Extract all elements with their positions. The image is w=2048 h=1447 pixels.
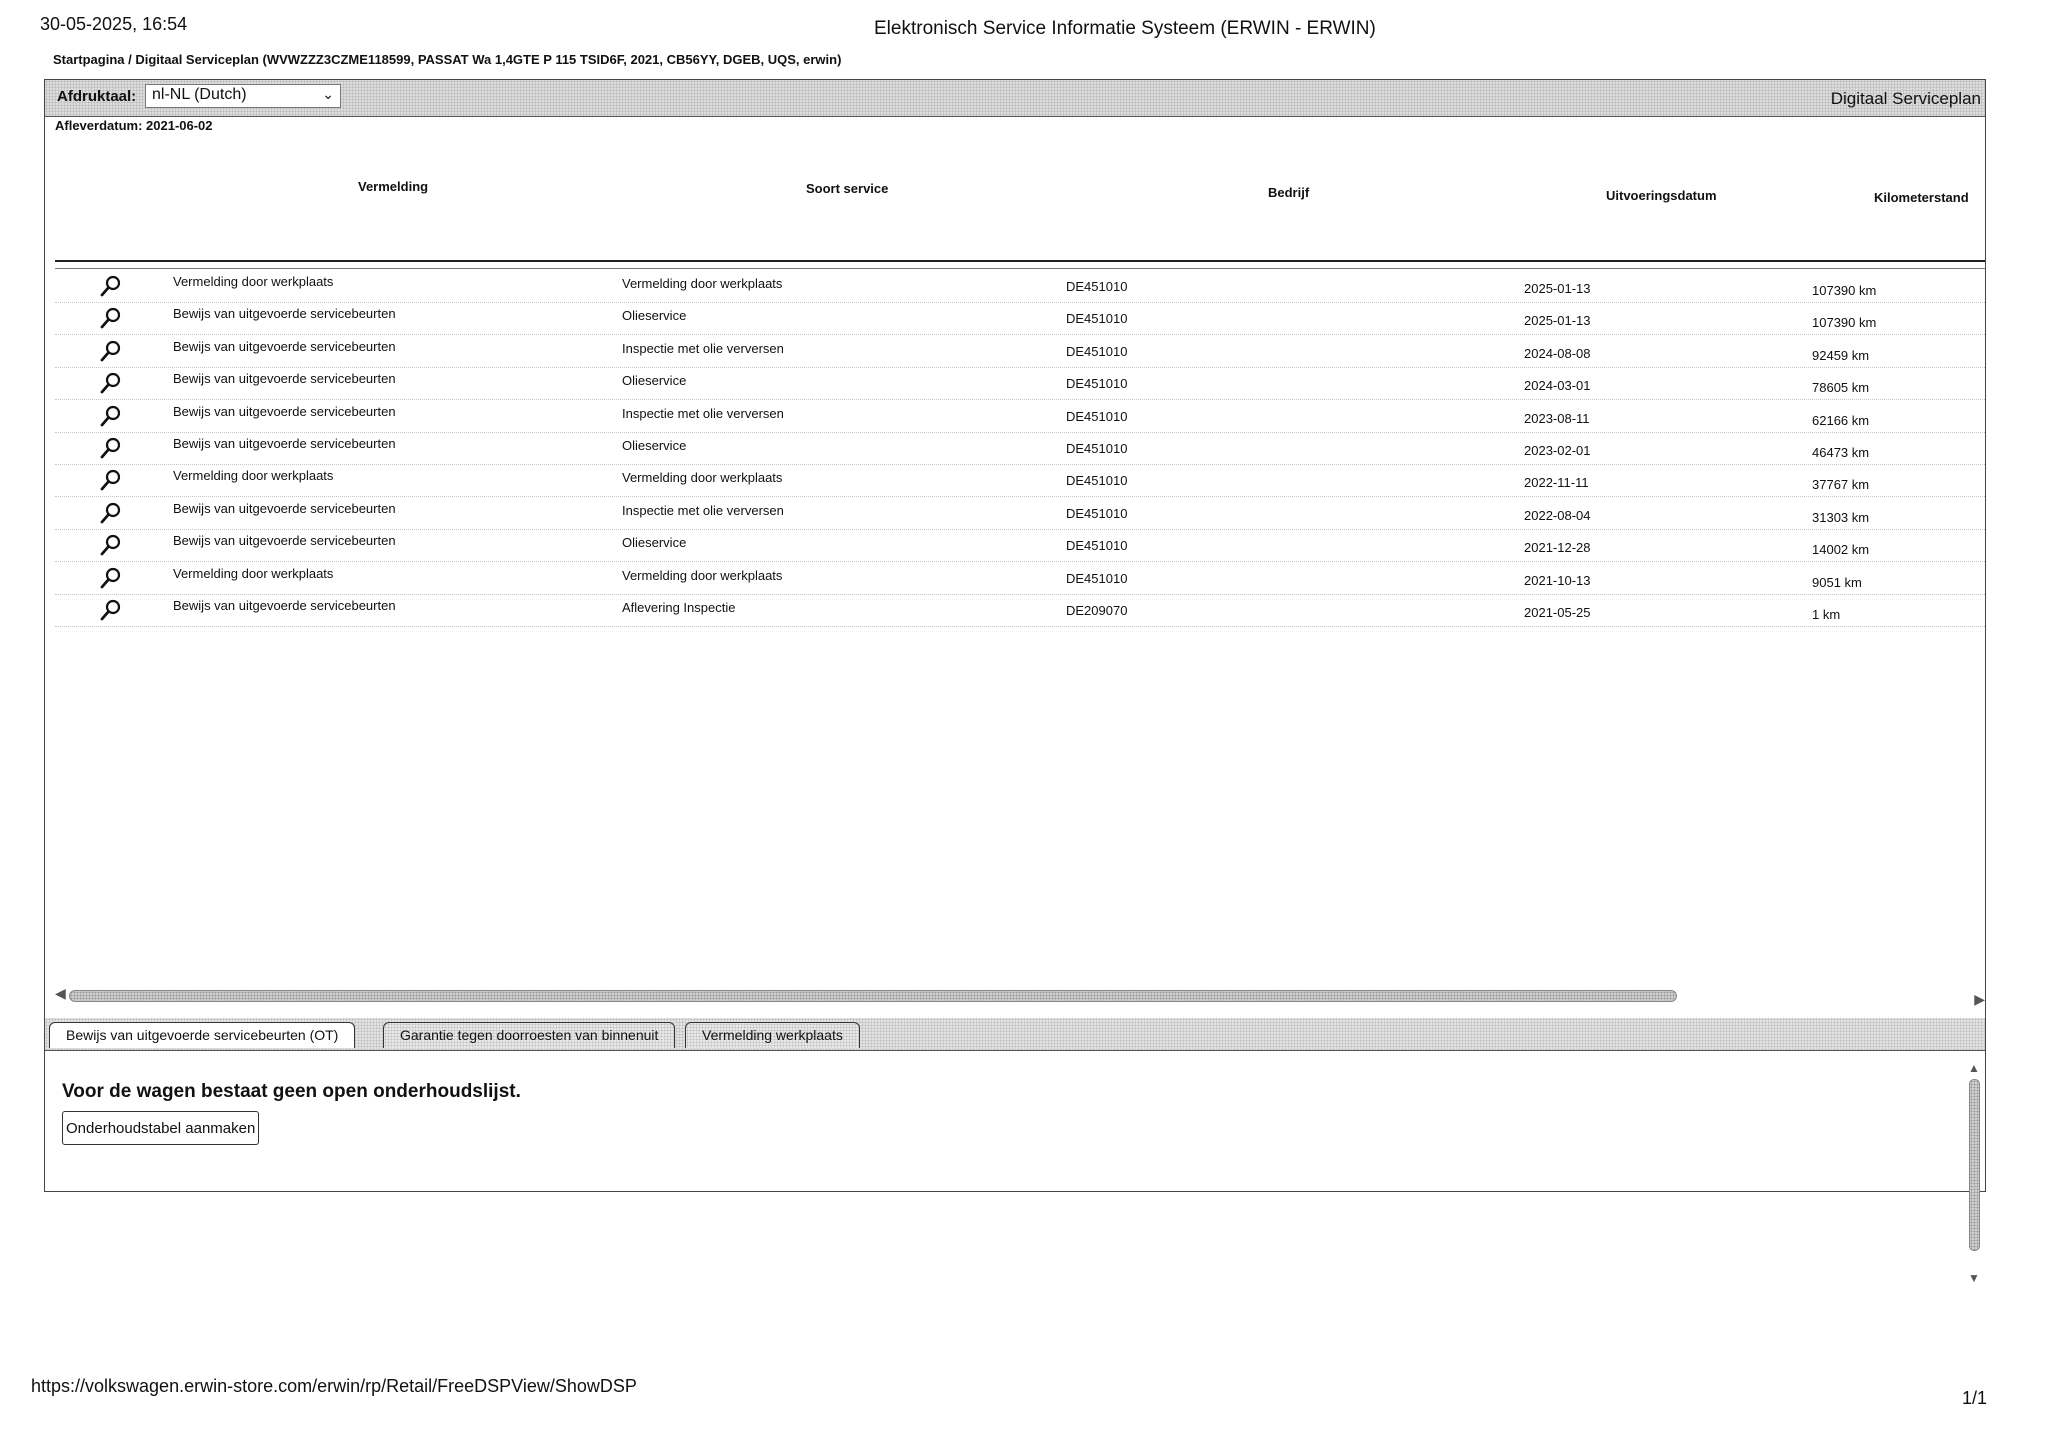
cell-date: 2021-10-13	[1524, 572, 1591, 588]
cell-service-type: Vermelding door werkplaats	[622, 567, 783, 583]
magnifier-icon[interactable]	[99, 598, 123, 622]
magnifier-icon[interactable]	[99, 371, 123, 395]
language-select[interactable]	[145, 84, 341, 108]
table-row[interactable]	[55, 302, 1985, 335]
header-divider-secondary	[55, 268, 1985, 269]
no-maintenance-list-message: Voor de wagen bestaat geen open onderhoudslijst.	[62, 1081, 521, 1102]
cell-entry: Vermelding door werkplaats	[173, 468, 334, 484]
cell-date: 2022-11-11	[1524, 475, 1589, 491]
cell-entry: Bewijs van uitgevoerde servicebeurten	[173, 306, 396, 322]
chevron-down-icon: ⌄	[322, 86, 334, 102]
cell-mileage: 37767 km	[1812, 477, 1870, 493]
cell-company: DE451010	[1066, 473, 1128, 489]
tab-service-proof[interactable]: Bewijs van uitgevoerde servicebeurten (OT)	[49, 1022, 355, 1048]
magnifier-icon[interactable]	[99, 468, 123, 492]
tab-corrosion-warranty[interactable]: Garantie tegen doorroesten van binnenuit	[383, 1022, 675, 1048]
magnifier-icon[interactable]	[99, 404, 123, 428]
cell-entry: Bewijs van uitgevoerde servicebeurten	[173, 371, 396, 387]
cell-mileage: 107390 km	[1812, 315, 1877, 331]
cell-service-type: Inspectie met olie verversen	[622, 405, 784, 421]
cell-entry: Bewijs van uitgevoerde servicebeurten	[173, 533, 396, 549]
magnifier-icon[interactable]	[99, 436, 123, 460]
cell-service-type: Inspectie met olie verversen	[622, 502, 784, 518]
cell-mileage: 62166 km	[1812, 412, 1870, 428]
scroll-down-icon[interactable]: ▼	[1968, 1271, 1980, 1285]
cell-entry: Vermelding door werkplaats	[173, 274, 334, 289]
cell-service-type: Inspectie met olie verversen	[622, 340, 784, 356]
delivery-date: Afleverdatum: 2021-06-02	[55, 118, 213, 133]
table-row[interactable]	[55, 335, 1985, 368]
footer-url: https://volkswagen.erwin-store.com/erwin/rp/Retail/FreeDSPView/ShowDSP	[31, 1376, 637, 1396]
cell-mileage: 31303 km	[1812, 509, 1870, 525]
cell-date: 2023-08-11	[1524, 410, 1590, 426]
cell-entry: Bewijs van uitgevoerde servicebeurten	[173, 436, 396, 451]
cell-date: 2025-01-13	[1524, 313, 1591, 329]
column-header-company[interactable]: Bedrijf	[1268, 185, 1310, 200]
tab-workshop-entry[interactable]: Vermelding werkplaats	[685, 1022, 860, 1048]
scroll-right-icon[interactable]: ▶	[1974, 991, 1985, 1007]
column-header-entry[interactable]: Vermelding	[358, 179, 429, 194]
vertical-scroll-thumb[interactable]	[1969, 1079, 1980, 1251]
horizontal-scrollbar[interactable]	[55, 985, 1985, 1007]
cell-mileage: 46473 km	[1812, 445, 1870, 460]
cell-entry: Bewijs van uitgevoerde servicebeurten	[173, 403, 396, 419]
magnifier-icon[interactable]	[99, 339, 123, 363]
scroll-left-icon[interactable]: ◀	[55, 985, 66, 1001]
cell-service-type: Vermelding door werkplaats	[622, 470, 783, 486]
cell-service-type: Aflevering Inspectie	[622, 600, 736, 615]
scroll-up-icon[interactable]: ▲	[1968, 1061, 1980, 1075]
vertical-scrollbar[interactable]	[1967, 1061, 1981, 1285]
table-row[interactable]	[55, 432, 1985, 465]
table-row[interactable]	[55, 270, 1985, 303]
cell-company: DE451010	[1066, 570, 1128, 586]
service-plan-panel	[44, 79, 1986, 1285]
cell-date: 2023-02-01	[1524, 443, 1591, 458]
magnifier-icon[interactable]	[99, 533, 123, 557]
column-header-mileage[interactable]: Kilometerstand	[1874, 190, 1969, 205]
cell-date: 2021-05-25	[1524, 605, 1591, 620]
language-label: Afdruktaal:	[57, 88, 137, 105]
cell-mileage: 1 km	[1812, 607, 1841, 622]
cell-company: DE451010	[1066, 408, 1128, 424]
magnifier-icon[interactable]	[99, 274, 123, 298]
horizontal-scroll-thumb[interactable]	[69, 990, 1677, 1002]
table-row[interactable]	[55, 464, 1985, 497]
cell-service-type: Vermelding door werkplaats	[622, 276, 783, 291]
cell-date: 2022-08-04	[1524, 507, 1591, 523]
cell-mileage: 92459 km	[1812, 347, 1870, 363]
table-row[interactable]	[55, 562, 1985, 595]
cell-entry: Bewijs van uitgevoerde servicebeurten	[173, 598, 396, 613]
cell-entry: Bewijs van uitgevoerde servicebeurten	[173, 338, 396, 354]
cell-mileage: 14002 km	[1812, 542, 1870, 558]
cell-entry: Bewijs van uitgevoerde servicebeurten	[173, 500, 396, 516]
service-history-table	[55, 140, 1985, 1007]
table-row[interactable]	[55, 594, 1985, 627]
cell-company: DE209070	[1066, 603, 1128, 618]
table-row[interactable]	[55, 400, 1985, 433]
cell-date: 2025-01-13	[1524, 281, 1591, 296]
tab-content	[45, 1051, 1985, 1285]
print-datetime: 30-05-2025, 16:54	[40, 14, 188, 34]
language-value: nl-NL (Dutch)	[152, 86, 247, 103]
column-header-date[interactable]: Uitvoeringsdatum	[1606, 188, 1717, 203]
breadcrumb[interactable]: Startpagina / Digitaal Serviceplan (WVWZZZ3CZME118599, PASSAT Wa 1,4GTE P 115 TSID6F, 2021, CB56YY, DGEB, UQS, erwin)	[53, 52, 842, 67]
cell-service-type: Olieservice	[622, 438, 687, 453]
cell-date: 2024-08-08	[1524, 345, 1591, 361]
toolbar	[45, 80, 1985, 117]
cell-entry: Vermelding door werkplaats	[173, 565, 334, 581]
header-divider	[55, 260, 1985, 262]
magnifier-icon[interactable]	[99, 566, 123, 590]
cell-company: DE451010	[1066, 311, 1128, 327]
cell-company: DE451010	[1066, 279, 1128, 294]
cell-mileage: 9051 km	[1812, 574, 1862, 590]
cell-company: DE451010	[1066, 505, 1128, 521]
magnifier-icon[interactable]	[99, 501, 123, 525]
cell-mileage: 107390 km	[1812, 283, 1877, 298]
cell-company: DE451010	[1066, 343, 1128, 359]
create-maintenance-table-button[interactable]: Onderhoudstabel aanmaken	[62, 1111, 259, 1145]
cell-service-type: Olieservice	[622, 308, 687, 324]
tab-bar	[45, 1018, 1985, 1051]
cell-mileage: 78605 km	[1812, 380, 1870, 396]
table-row[interactable]	[55, 529, 1985, 562]
cell-service-type: Olieservice	[622, 535, 687, 551]
cell-company: DE451010	[1066, 376, 1128, 392]
table-row[interactable]	[55, 367, 1985, 400]
print-title: Elektronisch Service Informatie Systeem (ERWIN - ERWIN)	[874, 18, 1376, 39]
cell-service-type: Olieservice	[622, 373, 687, 389]
cell-date: 2021-12-28	[1524, 540, 1591, 556]
cell-company: DE451010	[1066, 441, 1128, 456]
panel-title: Digitaal Serviceplan	[1830, 89, 1981, 108]
column-header-service-type[interactable]: Soort service	[806, 181, 889, 196]
page-number: 1/1	[1962, 1388, 1988, 1408]
table-row[interactable]	[55, 497, 1985, 530]
cell-company: DE451010	[1066, 538, 1128, 554]
cell-date: 2024-03-01	[1524, 378, 1591, 394]
magnifier-icon[interactable]	[99, 306, 123, 330]
